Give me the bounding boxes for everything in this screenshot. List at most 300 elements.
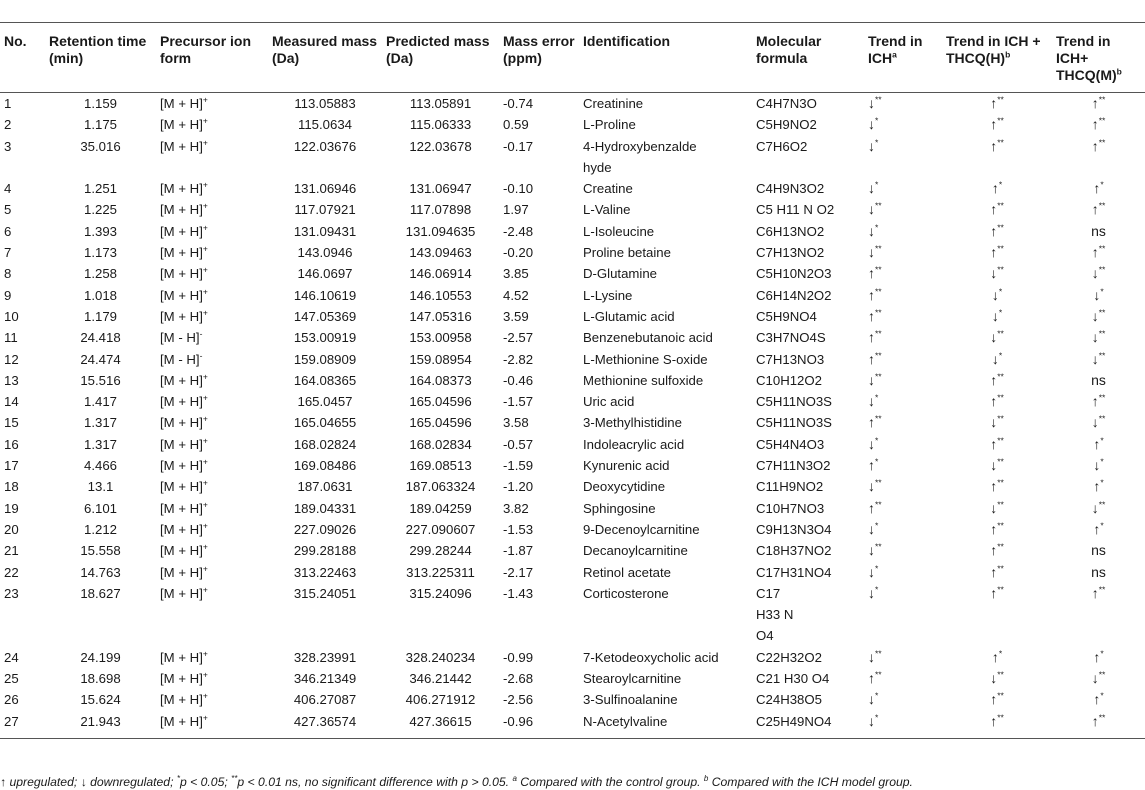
text: 8 <box>4 266 12 282</box>
text: ↓ <box>1091 350 1099 367</box>
cell-predicted-mass <box>382 583 499 647</box>
text: + <box>202 520 208 531</box>
text: -2.57 <box>503 330 534 346</box>
text: 165.0457 <box>297 394 353 410</box>
text: -0.57 <box>503 436 534 452</box>
table-row <box>0 668 1145 689</box>
cell-identification <box>579 391 752 412</box>
text: L-Proline <box>583 117 636 133</box>
cell-measured-mass <box>268 711 382 739</box>
cell-retention-time <box>45 647 156 668</box>
text: C17 H33 N O4 <box>756 585 794 644</box>
cell-predicted-mass <box>382 519 499 540</box>
text: 159.08954 <box>409 351 472 367</box>
cell-retention-time <box>45 93 156 115</box>
cell-identification <box>579 540 752 561</box>
text: ↑ <box>990 563 998 580</box>
cell-trend-thcq-h <box>942 476 1052 497</box>
cell-precursor-ion <box>156 540 268 561</box>
cell-trend-ich <box>864 689 942 710</box>
text: ** <box>875 477 882 488</box>
cell-trend-thcq-h <box>942 391 1052 412</box>
cell-no <box>0 370 45 391</box>
cell-trend-thcq-h <box>942 711 1052 739</box>
header-no: No. <box>4 33 27 49</box>
text: ↓ <box>1091 265 1099 282</box>
text: 9 <box>4 287 12 303</box>
table-row <box>0 370 1145 391</box>
text: 21.943 <box>80 713 121 729</box>
text: * <box>998 286 1003 297</box>
text: 35.016 <box>80 138 121 154</box>
cell-identification <box>579 370 752 391</box>
text: ↑ <box>868 670 875 687</box>
text: -0.46 <box>503 372 534 388</box>
text: [M + H] <box>160 266 203 282</box>
text: 24.199 <box>80 649 121 665</box>
cell-retention-time <box>45 540 156 561</box>
text: Sphingosine <box>583 500 656 516</box>
text: 1.212 <box>83 521 117 537</box>
text: C10H7NO3 <box>756 500 825 516</box>
text: + <box>202 541 208 552</box>
text: 122.03676 <box>293 138 357 154</box>
text: 24.474 <box>80 351 121 367</box>
cell-molecular-formula <box>752 583 864 647</box>
text: * <box>998 179 1003 190</box>
text: 115.0634 <box>297 117 353 133</box>
cell-identification <box>579 562 752 583</box>
cell-retention-time <box>45 178 156 199</box>
cell-trend-ich <box>864 349 942 370</box>
text: 1.317 <box>83 415 117 431</box>
text: 4 <box>4 181 12 197</box>
cell-mass-error <box>499 711 579 739</box>
cell-trend-ich <box>864 221 942 242</box>
cell-mass-error <box>499 136 579 179</box>
text: -2.82 <box>503 351 534 367</box>
text: ↓ <box>868 712 875 729</box>
text: L-Lysine <box>583 287 633 303</box>
cell-no <box>0 434 45 455</box>
text: ↑ <box>1091 244 1099 261</box>
cell-precursor-ion <box>156 370 268 391</box>
cell-mass-error <box>499 647 579 668</box>
cell-retention-time <box>45 306 156 327</box>
text: -0.74 <box>503 96 534 111</box>
text: + <box>202 243 208 254</box>
text: -2.48 <box>503 223 534 239</box>
text: ↑ <box>868 350 875 367</box>
text: ** <box>1098 392 1106 403</box>
text: [M + H] <box>160 138 203 154</box>
text: L-Valine <box>583 202 631 218</box>
text: Trend in ICH+ THCQ(M) <box>1056 33 1117 83</box>
text: ↓ <box>1091 670 1099 687</box>
cell-trend-thcq-m <box>1052 647 1145 668</box>
table-row <box>0 647 1145 668</box>
cell-identification <box>579 689 752 710</box>
cell-no <box>0 93 45 115</box>
text: + <box>202 179 208 190</box>
cell-measured-mass <box>268 136 382 179</box>
text: [M + H] <box>160 713 203 729</box>
text: [M - H] <box>160 351 200 367</box>
cell-predicted-mass <box>382 540 499 561</box>
text: * <box>875 137 879 148</box>
text: ↑ <box>990 137 998 154</box>
text: + <box>202 392 208 403</box>
cell-no <box>0 455 45 476</box>
cell-trend-thcq-m <box>1052 689 1145 710</box>
cell-identification <box>579 519 752 540</box>
text: + <box>202 286 208 297</box>
text: 164.08373 <box>409 372 472 388</box>
text: ↓ <box>868 520 875 537</box>
text: C5H11NO3S <box>756 394 832 410</box>
cell-measured-mass <box>268 306 382 327</box>
cell-mass-error <box>499 540 579 561</box>
text: ↓ <box>990 499 998 516</box>
cell-no <box>0 199 45 220</box>
text: 3-Methylhistidine <box>583 415 682 431</box>
cell-trend-thcq-m <box>1052 136 1145 179</box>
cell-precursor-ion <box>156 583 268 647</box>
cell-trend-thcq-m <box>1052 412 1145 433</box>
text: 27 <box>4 713 19 729</box>
text: + <box>202 563 208 574</box>
cell-measured-mass <box>268 689 382 710</box>
cell-precursor-ion <box>156 412 268 433</box>
cell-measured-mass <box>268 349 382 370</box>
cell-measured-mass <box>268 562 382 583</box>
cell-precursor-ion <box>156 306 268 327</box>
cell-predicted-mass <box>382 285 499 306</box>
cell-trend-thcq-h <box>942 583 1052 647</box>
text: + <box>202 499 208 510</box>
text: * <box>875 563 879 574</box>
text: C7H6O2 <box>756 138 808 154</box>
cell-retention-time <box>45 370 156 391</box>
text: 115.06333 <box>409 117 472 133</box>
text: 159.08909 <box>293 351 357 367</box>
cell-retention-time <box>45 327 156 348</box>
text: ** <box>1098 350 1106 361</box>
text: [M + H] <box>160 458 203 474</box>
text: N-Acetylvaline <box>583 713 668 729</box>
text: 147.05369 <box>293 308 357 324</box>
cell-identification <box>579 583 752 647</box>
cell-trend-thcq-h <box>942 93 1052 115</box>
text: ** <box>997 201 1004 212</box>
cell-identification <box>579 711 752 739</box>
cell-trend-thcq-h <box>942 562 1052 583</box>
text: ↑ <box>990 244 998 261</box>
text: ** <box>997 414 1004 425</box>
text: 3 <box>4 138 12 154</box>
text: ↓ <box>868 478 875 495</box>
cell-predicted-mass <box>382 242 499 263</box>
text: 146.06914 <box>409 266 472 282</box>
text: 427.36615 <box>409 713 472 729</box>
text: + <box>202 456 208 467</box>
cell-retention-time <box>45 583 156 647</box>
cell-predicted-mass <box>382 136 499 179</box>
cell-precursor-ion <box>156 689 268 710</box>
text: ↑ <box>868 499 875 516</box>
text: ** <box>997 584 1004 595</box>
cell-trend-ich <box>864 242 942 263</box>
cell-trend-ich <box>864 434 942 455</box>
text: a <box>512 773 517 783</box>
text: 26 <box>4 692 19 708</box>
text: 169.08513 <box>409 458 472 474</box>
cell-identification <box>579 306 752 327</box>
text: 165.04596 <box>409 394 472 410</box>
text: * <box>875 456 879 467</box>
cell-trend-ich <box>864 711 942 739</box>
cell-retention-time <box>45 349 156 370</box>
text: [M + H] <box>160 692 203 708</box>
table-row <box>0 476 1145 497</box>
text: C18H37NO2 <box>756 543 832 559</box>
cell-trend-thcq-h <box>942 519 1052 540</box>
text: ↓ <box>1091 499 1099 516</box>
text: ** <box>997 137 1004 148</box>
text: Corticosterone <box>583 585 669 601</box>
cell-trend-thcq-h <box>942 221 1052 242</box>
text: 23 <box>4 585 19 601</box>
text: ↑ <box>1091 137 1099 154</box>
text: 15 <box>4 415 19 431</box>
text: * <box>875 222 879 233</box>
text: ↑ <box>1091 95 1099 111</box>
text: ** <box>875 286 882 297</box>
cell-no <box>0 221 45 242</box>
text: ↓ <box>868 222 875 239</box>
cell-mass-error <box>499 391 579 412</box>
text: ↑ <box>990 371 998 388</box>
text: 9-Decenoylcarnitine <box>583 521 700 537</box>
text: 18.698 <box>80 671 121 687</box>
cell-identification <box>579 199 752 220</box>
text: 113.05891 <box>409 96 472 111</box>
cell-trend-thcq-m <box>1052 455 1145 476</box>
cell-retention-time <box>45 114 156 135</box>
text: [M + H] <box>160 372 203 388</box>
text: 4-Hydroxybenzaldehyde <box>583 138 697 175</box>
cell-molecular-formula <box>752 306 864 327</box>
text: 24.418 <box>80 330 121 346</box>
text: -0.99 <box>503 649 534 665</box>
cell-predicted-mass <box>382 647 499 668</box>
text: ** <box>1098 712 1106 723</box>
cell-retention-time <box>45 498 156 519</box>
text: [M + H] <box>160 223 203 239</box>
text: ** <box>875 201 882 212</box>
text: ** <box>1098 307 1106 318</box>
text: 18 <box>4 479 19 495</box>
cell-trend-thcq-h <box>942 540 1052 561</box>
text: ** <box>997 94 1004 105</box>
text: ** <box>997 669 1004 680</box>
cell-mass-error <box>499 519 579 540</box>
text: ** <box>997 477 1004 488</box>
text: * <box>998 350 1003 361</box>
cell-retention-time <box>45 434 156 455</box>
text: ↓ <box>1093 457 1101 474</box>
table-row <box>0 498 1145 519</box>
cell-predicted-mass <box>382 178 499 199</box>
cell-trend-thcq-m <box>1052 519 1145 540</box>
cell-no <box>0 114 45 135</box>
text: 3.85 <box>503 266 529 282</box>
cell-predicted-mass <box>382 434 499 455</box>
cell-predicted-mass <box>382 476 499 497</box>
text: [M + H] <box>160 117 203 133</box>
text: ** <box>1098 94 1106 105</box>
text: C4H7N3O <box>756 96 817 111</box>
text: 299.28188 <box>293 543 357 559</box>
text: ↑ <box>1093 691 1101 708</box>
cell-trend-thcq-h <box>942 242 1052 263</box>
text: ↓ <box>991 350 999 367</box>
text: ↓ <box>990 329 998 346</box>
text: ↑ <box>868 307 875 324</box>
text: ↑ <box>1091 584 1099 601</box>
cell-trend-thcq-h <box>942 689 1052 710</box>
text: + <box>202 690 208 701</box>
table-row <box>0 391 1145 412</box>
cell-predicted-mass <box>382 114 499 135</box>
cell-measured-mass <box>268 476 382 497</box>
text: Kynurenic acid <box>583 458 670 474</box>
text: ** <box>1098 584 1106 595</box>
cell-precursor-ion <box>156 434 268 455</box>
cell-molecular-formula <box>752 562 864 583</box>
text: [M + H] <box>160 181 203 197</box>
cell-measured-mass <box>268 263 382 284</box>
text: ↑ <box>990 520 998 537</box>
text: 165.04655 <box>293 415 357 431</box>
cell-trend-thcq-h <box>942 647 1052 668</box>
text: 14 <box>4 394 19 410</box>
text: 1.393 <box>83 223 117 239</box>
cell-no <box>0 391 45 412</box>
text: Creatine <box>583 181 633 197</box>
text: 3-Sulfinoalanine <box>583 692 678 708</box>
text: 315.24096 <box>409 585 472 601</box>
text: ↑ <box>990 542 998 559</box>
cell-measured-mass <box>268 199 382 220</box>
text: L-Glutamic acid <box>583 308 675 324</box>
cell-no <box>0 476 45 497</box>
text: a <box>892 49 897 60</box>
text: 131.09431 <box>293 223 357 239</box>
text: 15.516 <box>80 372 121 388</box>
cell-no <box>0 689 45 710</box>
text: [M + H] <box>160 500 203 516</box>
cell-trend-thcq-m <box>1052 583 1145 647</box>
text: 4.466 <box>83 458 117 474</box>
text: ** <box>997 328 1004 339</box>
text: C5H11NO3S <box>756 415 832 431</box>
header-trend-thcq-h <box>942 23 1052 93</box>
cell-molecular-formula <box>752 93 864 115</box>
cell-measured-mass <box>268 668 382 689</box>
text: [M + H] <box>160 585 203 601</box>
text: 117.07921 <box>294 202 356 218</box>
text: C4H9N3O2 <box>756 181 825 197</box>
text: [M + H] <box>160 308 203 324</box>
table-row <box>0 583 1145 647</box>
text: ↓ <box>990 265 998 282</box>
cell-no <box>0 242 45 263</box>
text: 5 <box>4 202 12 218</box>
text: Indoleacrylic acid <box>583 436 685 452</box>
cell-trend-ich <box>864 412 942 433</box>
cell-trend-thcq-h <box>942 178 1052 199</box>
text: Proline betaine <box>583 245 671 261</box>
text: 19 <box>4 500 19 516</box>
text: Methionine sulfoxide <box>583 372 704 388</box>
cell-retention-time <box>45 519 156 540</box>
text: ↓ <box>868 563 875 580</box>
cell-trend-ich <box>864 540 942 561</box>
cell-measured-mass <box>268 647 382 668</box>
text: 6 <box>4 223 12 239</box>
text: ↑ <box>1093 435 1101 452</box>
cell-identification <box>579 434 752 455</box>
cell-no <box>0 349 45 370</box>
text: + <box>202 648 208 659</box>
text: 189.04331 <box>293 500 357 516</box>
cell-molecular-formula <box>752 199 864 220</box>
text: C11H9NO2 <box>756 479 824 495</box>
text: ↑ <box>868 414 875 431</box>
cell-predicted-mass <box>382 412 499 433</box>
cell-predicted-mass <box>382 498 499 519</box>
cell-trend-thcq-m <box>1052 370 1145 391</box>
text: * <box>875 520 879 531</box>
cell-molecular-formula <box>752 498 864 519</box>
text: 6.101 <box>83 500 117 516</box>
text: 16 <box>4 436 19 452</box>
text: + <box>202 115 208 126</box>
cell-molecular-formula <box>752 476 864 497</box>
text: 313.225311 <box>406 564 475 580</box>
cell-trend-thcq-m <box>1052 668 1145 689</box>
cell-trend-thcq-h <box>942 263 1052 284</box>
cell-trend-thcq-h <box>942 434 1052 455</box>
text: C5H4N4O3 <box>756 436 825 452</box>
cell-measured-mass <box>268 178 382 199</box>
cell-mass-error <box>499 668 579 689</box>
text: [M - H] <box>160 330 200 346</box>
cell-retention-time <box>45 412 156 433</box>
text: ↑ <box>990 478 998 495</box>
cell-measured-mass <box>268 583 382 647</box>
cell-retention-time <box>45 689 156 710</box>
text: 1.317 <box>83 436 117 452</box>
table-row <box>0 199 1145 220</box>
text: [M + H] <box>160 564 203 580</box>
text: -1.59 <box>503 458 534 474</box>
text: * <box>875 179 879 190</box>
cell-trend-ich <box>864 136 942 179</box>
text: 13 <box>4 372 19 388</box>
cell-mass-error <box>499 221 579 242</box>
